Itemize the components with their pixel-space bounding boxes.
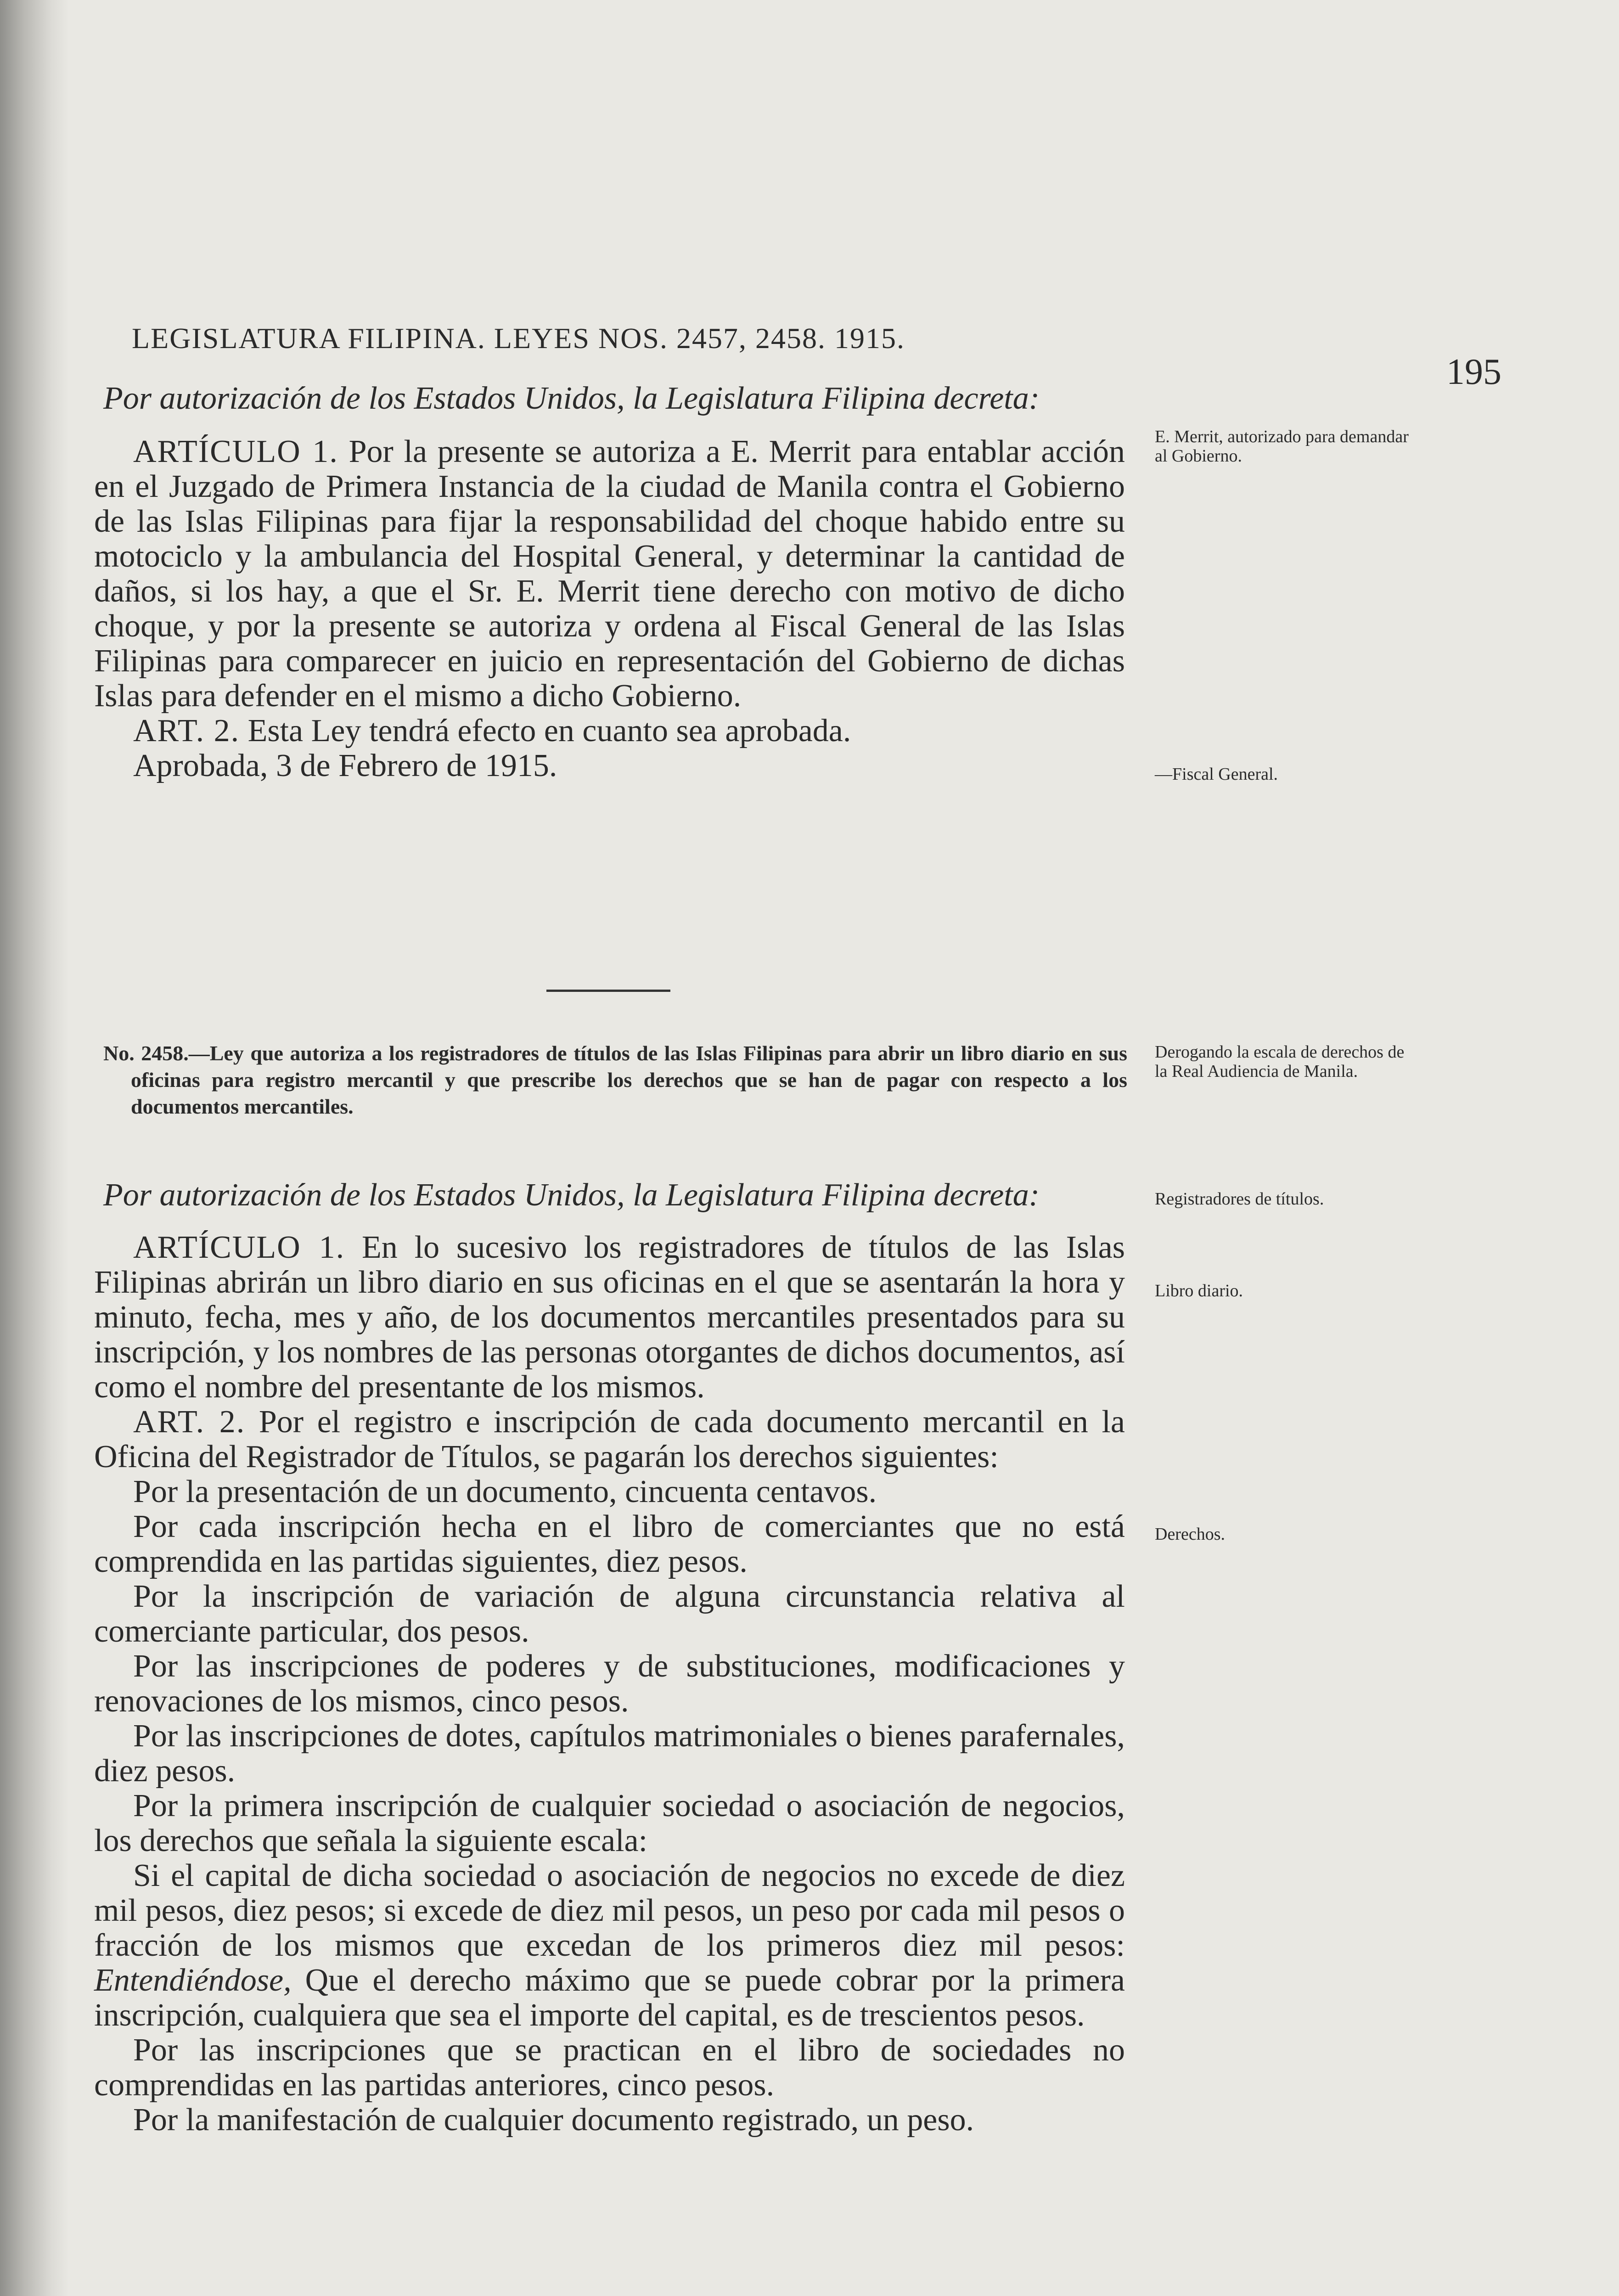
margin-note-registradores: Registradores de títulos. [1155,1189,1324,1209]
running-header: LEGISLATURA FILIPINA. LEYES NOS. 2457, 2458. 1915. [132,322,905,355]
margin-note-derechos: Derechos. [1155,1525,1225,1544]
section-divider [546,990,670,992]
article-1 [94,434,1125,714]
scale-text: Si el capital de dicha sociedad o asociación de negocios no excede de diez mil pesos, diez pesos; si excede de diez mil pesos, un peso por cada mil pesos o fracción de los mismos que excedan de los primeros diez mil pesos: [94,1858,1125,1963]
article-2 [94,714,1125,748]
page-edge-shadow [0,0,69,2296]
fee-item: Por la inscripción de variación de alguna circunstancia relativa al comerciante particular, dos pesos. [94,1579,1125,1649]
scale-text-2: Que el derecho máximo que se puede cobrar por la primera inscripción, cualquiera que sea el importe del capital, es de trescientos pesos. [94,1963,1125,2033]
article-label: ARTÍCULO 1. [133,1230,345,1265]
scale-italic: Entendiéndose, [94,1963,292,1998]
law-2458-body [94,1178,1125,2138]
article-text: En lo sucesivo los registradores de títulos de las Islas Filipinas abrirán un libro diario en sus oficinas en el que se asentarán la hora y minuto, fecha, mes y año, de los documentos mercantiles presentados para su inscripción, y los nombres de las personas otorgantes de dichos documentos, así como el nombre del presentante de los mismos. [94,1230,1125,1405]
fee-item: Por la primera inscripción de cualquier sociedad o asociación de negocios, los derechos que señala la siguiente escala: [94,1788,1125,1858]
fee-item: Por las inscripciones que se practican en el libro de sociedades no comprendidas en las partidas anteriores, cinco pesos. [94,2032,1125,2103]
margin-note-derogando: Derogando la escala de derechos de la Real Audiencia de Manila. [1155,1042,1405,1081]
fee-item: Por cada inscripción hecha en el libro de comerciantes que no está comprendida en las partidas siguientes, diez pesos. [94,1509,1125,1579]
page-number: 195 [1446,352,1501,392]
article-text: Por la presente se autoriza a E. Merrit para entablar acción en el Juzgado de Primera Instancia de la ciudad de Manila contra el Gobierno de las Islas Filipinas para fijar la responsabilidad del choque habido entre su motociclo y la ambulancia del Hospital General, y determinar la cantidad de daños, si los hay, a que el Sr. E. Merrit tiene derecho con motivo de dicho choque, y por la presente se autoriza y ordena al Fiscal General de las Islas Filipinas para comparecer en juicio en representación del Gobierno de dichas Islas para defender en el mismo a dicho Gobierno. [94,434,1125,714]
fee-scale [94,1858,1125,2033]
fee-item: Por las inscripciones de dotes, capítulos matrimoniales o bienes parafernales, diez pesos. [94,1718,1125,1789]
article-label: ART. 2. [133,713,240,748]
law-2458-summary [103,1040,1127,1120]
article-label: ARTÍCULO 1. [133,434,338,469]
enacting-clause: Por autorización de los Estados Unidos, la Legislatura Filipina decreta: [103,381,1040,416]
article-1 [94,1230,1125,1405]
article-text: Esta Ley tendrá efecto en cuanto sea aprobada. [247,713,851,748]
fee-item: Por la presentación de un documento, cincuenta centavos. [133,1474,877,1509]
margin-note-fiscal: —Fiscal General. [1155,765,1278,784]
fee-item: Por las inscripciones de poderes y de substituciones, modificaciones y renovaciones de los mismos, cinco pesos. [94,1649,1125,1719]
approval-date: Aprobada, 3 de Febrero de 1915. [133,748,557,783]
law-summary-text: No. 2458.—Ley que autoriza a los registradores de títulos de las Islas Filipinas para abrir un libro diario en sus oficinas para registro mercantil y que prescribe los derechos que se han de pagar con respecto a los documentos mercantiles. [103,1041,1127,1118]
law-2457-body [94,381,1125,783]
fee-item: Por la manifestación de cualquier documento registrado, un peso. [133,2102,974,2138]
margin-note-libro-diario: Libro diario. [1155,1281,1243,1300]
article-text: Por el registro e inscripción de cada documento mercantil en la Oficina del Registrador de Títulos, se pagarán los derechos siguientes: [94,1404,1125,1474]
margin-note-merrit: E. Merrit, autorizado para demandar al Gobierno. [1155,427,1409,466]
article-2 [94,1405,1125,1474]
article-label: ART. 2. [133,1404,246,1440]
enacting-clause: Por autorización de los Estados Unidos, la Legislatura Filipina decreta: [103,1177,1040,1213]
